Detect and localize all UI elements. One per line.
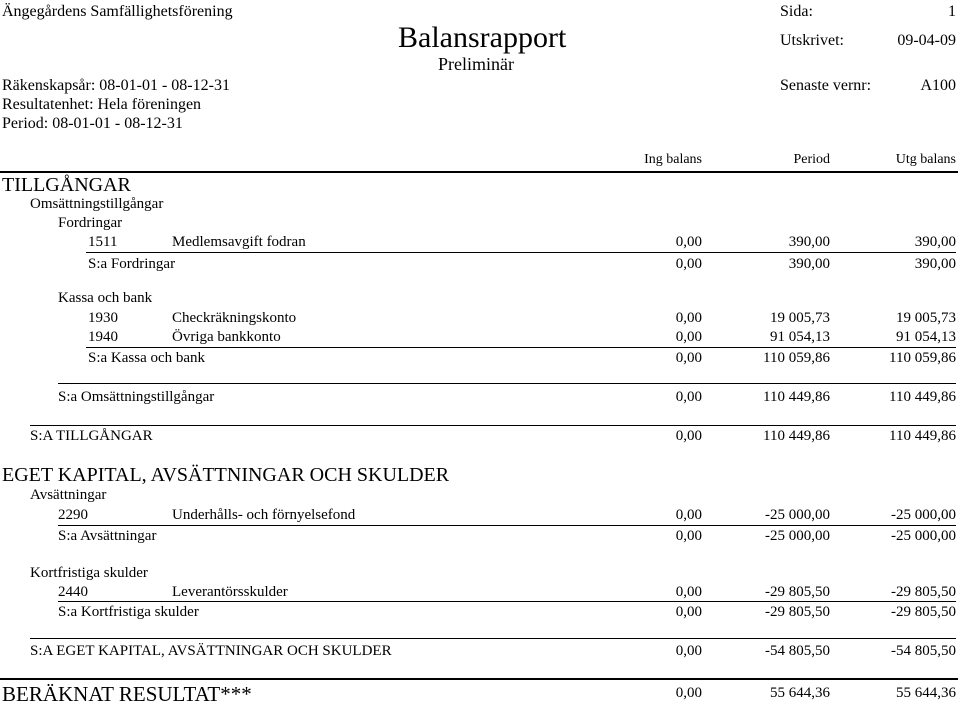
period-amount: -25 000,00	[765, 507, 830, 523]
closing-balance: 55 644,36	[896, 685, 956, 701]
report-subtitle: Preliminär	[438, 54, 514, 74]
header-rule	[0, 171, 958, 173]
subtotal-rule	[58, 525, 956, 526]
subtotal-label: S:a Fordringar	[88, 256, 176, 272]
column-header-period: Period	[793, 152, 830, 167]
closing-balance: 390,00	[914, 256, 956, 272]
closing-balance: -25 000,00	[891, 528, 956, 544]
result-rule	[0, 678, 958, 680]
subgroup-title-receivables: Fordringar	[58, 215, 123, 231]
opening-balance: 0,00	[675, 584, 702, 600]
account-name: Medlemsavgift fodran	[172, 234, 306, 250]
closing-balance: -54 805,50	[891, 643, 956, 659]
opening-balance: 0,00	[675, 507, 702, 523]
closing-balance: 110 059,86	[889, 350, 956, 366]
closing-balance: -29 805,50	[891, 604, 956, 620]
section-title-assets: TILLGÅNGAR	[2, 174, 131, 196]
result-label: BERÄKNAT RESULTAT***	[2, 682, 252, 706]
opening-balance: 0,00	[675, 329, 702, 345]
subtotal-rule	[86, 347, 956, 348]
section-title-equity: EGET KAPITAL, AVSÄTTNINGAR OCH SKULDER	[2, 464, 450, 486]
subtotal-label: S:a Kassa och bank	[88, 350, 206, 366]
closing-balance: 91 054,13	[896, 329, 956, 345]
period-amount: 110 449,86	[763, 389, 830, 405]
page-label: Sida:	[780, 3, 813, 20]
report-title: Balansrapport	[398, 21, 567, 54]
opening-balance: 0,00	[675, 389, 702, 405]
period-amount: 55 644,36	[770, 685, 830, 701]
group-total-label: S:a Omsättningstillgångar	[58, 389, 215, 405]
period-amount: 110 059,86	[763, 350, 830, 366]
section-total-rule	[30, 638, 956, 639]
opening-balance: 0,00	[675, 256, 702, 272]
opening-balance: 0,00	[675, 350, 702, 366]
subtotal-label: S:a Avsättningar	[58, 528, 157, 544]
account-name: Underhålls- och förnyelsefond	[172, 507, 356, 523]
section-total-label: S:A TILLGÅNGAR	[30, 428, 153, 444]
account-name: Checkräkningskonto	[172, 310, 297, 326]
printed-date: 09-04-09	[897, 32, 956, 49]
account-number: 2440	[58, 584, 88, 600]
group-title-short-term-liabilities: Kortfristiga skulder	[30, 565, 148, 581]
closing-balance: -25 000,00	[891, 507, 956, 523]
closing-balance: 110 449,86	[889, 389, 956, 405]
opening-balance: 0,00	[675, 528, 702, 544]
column-header-closing: Utg balans	[895, 152, 956, 167]
result-unit: Resultatenhet: Hela föreningen	[2, 96, 202, 113]
printed-label: Utskrivet:	[780, 32, 844, 49]
subtotal-rule	[86, 252, 956, 253]
account-name: Leverantörsskulder	[172, 584, 288, 600]
account-name: Övriga bankkonto	[172, 329, 281, 345]
section-total-rule	[30, 425, 956, 426]
page-number: 1	[948, 3, 956, 20]
last-voucher-value: A100	[920, 77, 956, 94]
opening-balance: 0,00	[675, 685, 702, 701]
period-amount: -29 805,50	[765, 584, 830, 600]
last-voucher-label: Senaste vernr:	[780, 77, 872, 94]
group-title-current-assets: Omsättningstillgångar	[30, 196, 164, 212]
closing-balance: -29 805,50	[891, 584, 956, 600]
period-amount: 110 449,86	[763, 428, 830, 444]
account-number: 1511	[88, 234, 118, 250]
opening-balance: 0,00	[675, 428, 702, 444]
subtotal-label: S:a Kortfristiga skulder	[58, 604, 199, 620]
subtotal-rule	[58, 601, 956, 602]
closing-balance: 19 005,73	[896, 310, 956, 326]
period-amount: 390,00	[788, 256, 830, 272]
account-number: 2290	[58, 507, 88, 523]
opening-balance: 0,00	[675, 310, 702, 326]
period-amount: 390,00	[788, 234, 830, 250]
opening-balance: 0,00	[675, 234, 702, 250]
group-title-provisions: Avsättningar	[30, 487, 107, 503]
organization-name: Ängegårdens Samfällighetsförening	[2, 3, 233, 20]
closing-balance: 390,00	[914, 234, 956, 250]
period: Period: 08-01-01 - 08-12-31	[2, 115, 183, 132]
period-amount: -54 805,50	[765, 643, 830, 659]
fiscal-year: Räkenskapsår: 08-01-01 - 08-12-31	[2, 77, 230, 94]
group-total-rule	[58, 383, 956, 384]
column-header-opening: Ing balans	[644, 152, 702, 167]
subgroup-title-cash: Kassa och bank	[58, 290, 153, 306]
opening-balance: 0,00	[675, 643, 702, 659]
period-amount: -29 805,50	[765, 604, 830, 620]
section-total-label: S:A EGET KAPITAL, AVSÄTTNINGAR OCH SKULDER	[30, 643, 392, 659]
account-number: 1940	[88, 329, 118, 345]
period-amount: 19 005,73	[770, 310, 830, 326]
account-number: 1930	[88, 310, 118, 326]
period-amount: -25 000,00	[765, 528, 830, 544]
closing-balance: 110 449,86	[889, 428, 956, 444]
period-amount: 91 054,13	[770, 329, 830, 345]
opening-balance: 0,00	[675, 604, 702, 620]
